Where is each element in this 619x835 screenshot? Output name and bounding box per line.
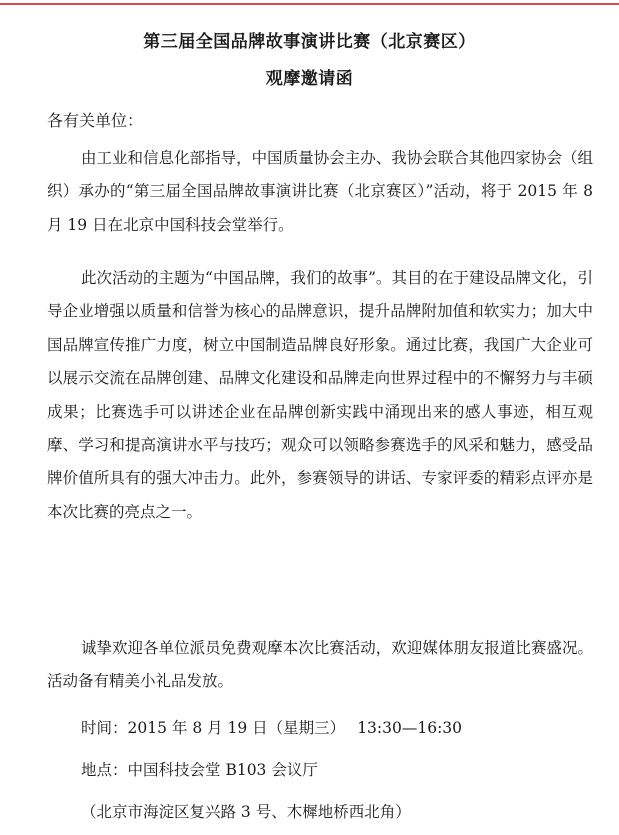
place-value: 中国科技会堂 B103 会议厅 [127, 761, 318, 779]
document-title: 第三届全国品牌故事演讲比赛（北京赛区） [143, 32, 476, 52]
salutation: 各有关单位： [47, 111, 144, 130]
place-label: 地点： [81, 761, 128, 779]
event-place [81, 758, 318, 780]
header-red-rule [0, 3, 619, 5]
time-hours: 13:30—16:30 [357, 719, 463, 737]
time-date: 2015 年 8 月 19 日（星期三） [127, 719, 346, 737]
event-time [81, 716, 462, 738]
time-label: 时间： [81, 719, 128, 737]
paragraph-welcome: 诚挚欢迎各单位派员免费观摩本次比赛活动，欢迎媒体朋友报道比赛盛况。活动备有精美小礼品发放。 [47, 639, 593, 691]
paragraph-intro: 由工业和信息化部指导，中国质量协会主办、我协会联合其他四家协会（组织）承办的“第三届全国品牌故事演讲比赛（北京赛区）”活动，将于 2015 年 8 月 19 日在北京中国科技会堂举行。 [47, 149, 593, 234]
event-address: （北京市海淀区复兴路 3 号、木樨地桥西北角） [81, 803, 411, 821]
document-subtitle: 观摩邀请函 [265, 69, 354, 89]
paragraph-theme: 此次活动的主题为“中国品牌，我们的故事”。其目的在于建设品牌文化，引导企业增强以质量和信誉为核心的品牌意识，提升品牌附加值和软实力；加大中国品牌宣传推广力度，树立中国制造品牌良好形象。通过比赛，我国广大企业可以展示交流在品牌创建、品牌文化建设和品牌走向世界过程中的不懈努力与丰硕成果；比赛选手可以讲述企业在品牌创新实践中涌现出来的感人事迹，相互观摩、学习和提高演讲水平与技巧；观众可以领略参赛选手的风采和魅力，感受品牌价值所具有的强大冲击力。此外，参赛领导的讲话、专家评委的精彩点评亦是本次比赛的亮点之一。 [47, 269, 593, 521]
